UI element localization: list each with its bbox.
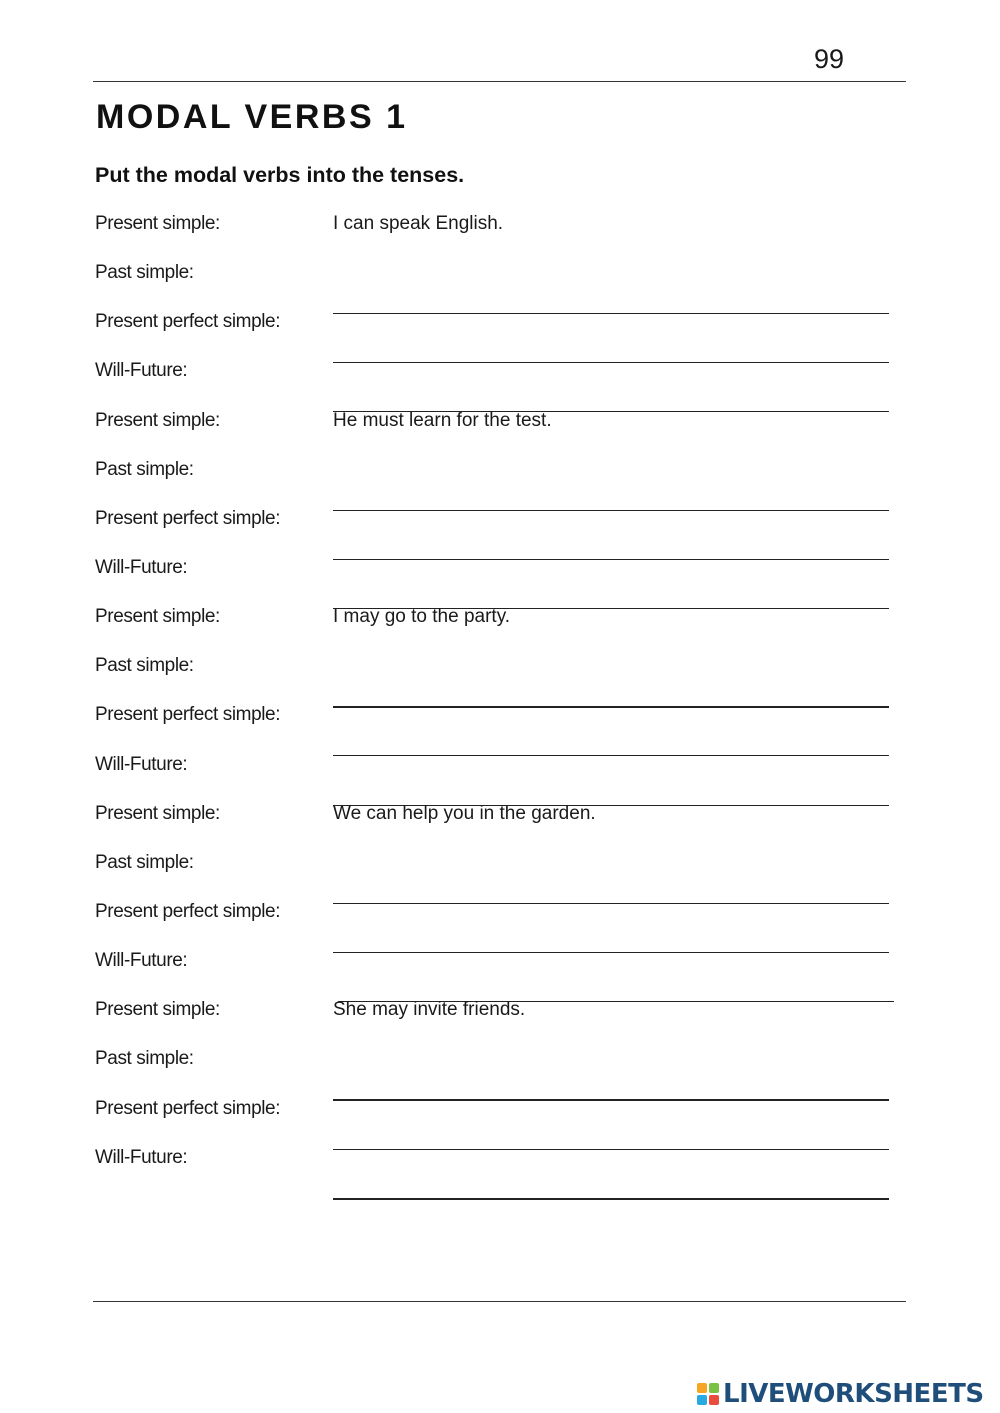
will-future-label: Will-Future: <box>95 1146 188 1168</box>
present-perfect-label: Present perfect simple: <box>95 900 281 922</box>
example-sentence: He must learn for the test. <box>333 409 552 431</box>
past-simple-row <box>95 841 895 890</box>
present-perfect-row <box>95 693 895 742</box>
present-simple-row <box>95 988 895 1037</box>
present-perfect-label: Present perfect simple: <box>95 507 281 529</box>
page-number: 99 <box>813 44 844 74</box>
logo-square <box>697 1395 707 1405</box>
present-perfect-row <box>95 300 895 349</box>
present-simple-label: Present simple: <box>95 802 220 824</box>
past-simple-row <box>95 644 895 693</box>
past-simple-label: Past simple: <box>95 458 194 480</box>
present-simple-label: Present simple: <box>95 999 220 1021</box>
past-simple-label: Past simple: <box>95 1048 194 1070</box>
past-simple-label: Past simple: <box>95 851 194 873</box>
will-future-row <box>95 743 895 792</box>
present-perfect-label: Present perfect simple: <box>95 704 281 726</box>
liveworksheets-logo <box>697 1378 984 1410</box>
present-perfect-label: Present perfect simple: <box>95 1097 281 1119</box>
will-future-label: Will-Future: <box>95 556 188 578</box>
worksheet-title: MODAL VERBS 1 <box>96 98 408 136</box>
will-future-answer-field[interactable] <box>333 1174 889 1200</box>
will-future-label: Will-Future: <box>95 753 188 775</box>
will-future-row <box>95 546 895 595</box>
will-future-row <box>95 1136 895 1185</box>
example-sentence: She may invite friends. <box>333 999 526 1021</box>
will-future-label: Will-Future: <box>95 950 188 972</box>
past-simple-label: Past simple: <box>95 655 194 677</box>
present-simple-label: Present simple: <box>95 409 220 431</box>
instruction-text: Put the modal verbs into the tenses. <box>95 163 465 187</box>
present-simple-label: Present simple: <box>95 606 220 628</box>
present-perfect-row <box>95 890 895 939</box>
present-perfect-row <box>95 497 895 546</box>
present-simple-label: Present simple: <box>95 213 220 234</box>
present-perfect-row <box>95 1087 895 1136</box>
example-sentence: We can help you in the garden. <box>333 802 596 824</box>
will-future-row <box>95 939 895 988</box>
past-simple-row <box>95 251 895 300</box>
header-divider <box>93 81 906 82</box>
present-simple-row <box>95 399 895 448</box>
past-simple-row <box>95 1037 895 1086</box>
exercise-list <box>95 202 895 1185</box>
example-sentence: I can speak English. <box>333 213 504 234</box>
present-simple-row <box>95 202 895 251</box>
past-simple-label: Past simple: <box>95 262 194 284</box>
past-simple-row <box>95 448 895 497</box>
liveworksheets-logo-icon <box>697 1383 719 1405</box>
will-future-row <box>95 349 895 398</box>
present-simple-row <box>95 792 895 841</box>
example-sentence: I may go to the party. <box>333 606 511 628</box>
will-future-label: Will-Future: <box>95 360 188 382</box>
logo-square <box>709 1383 719 1393</box>
logo-square <box>697 1383 707 1393</box>
logo-square <box>709 1395 719 1405</box>
footer-divider <box>93 1301 906 1302</box>
present-perfect-label: Present perfect simple: <box>95 311 281 333</box>
present-simple-row <box>95 595 895 644</box>
logo-text: LIVEWORKSHEETS <box>723 1379 984 1409</box>
